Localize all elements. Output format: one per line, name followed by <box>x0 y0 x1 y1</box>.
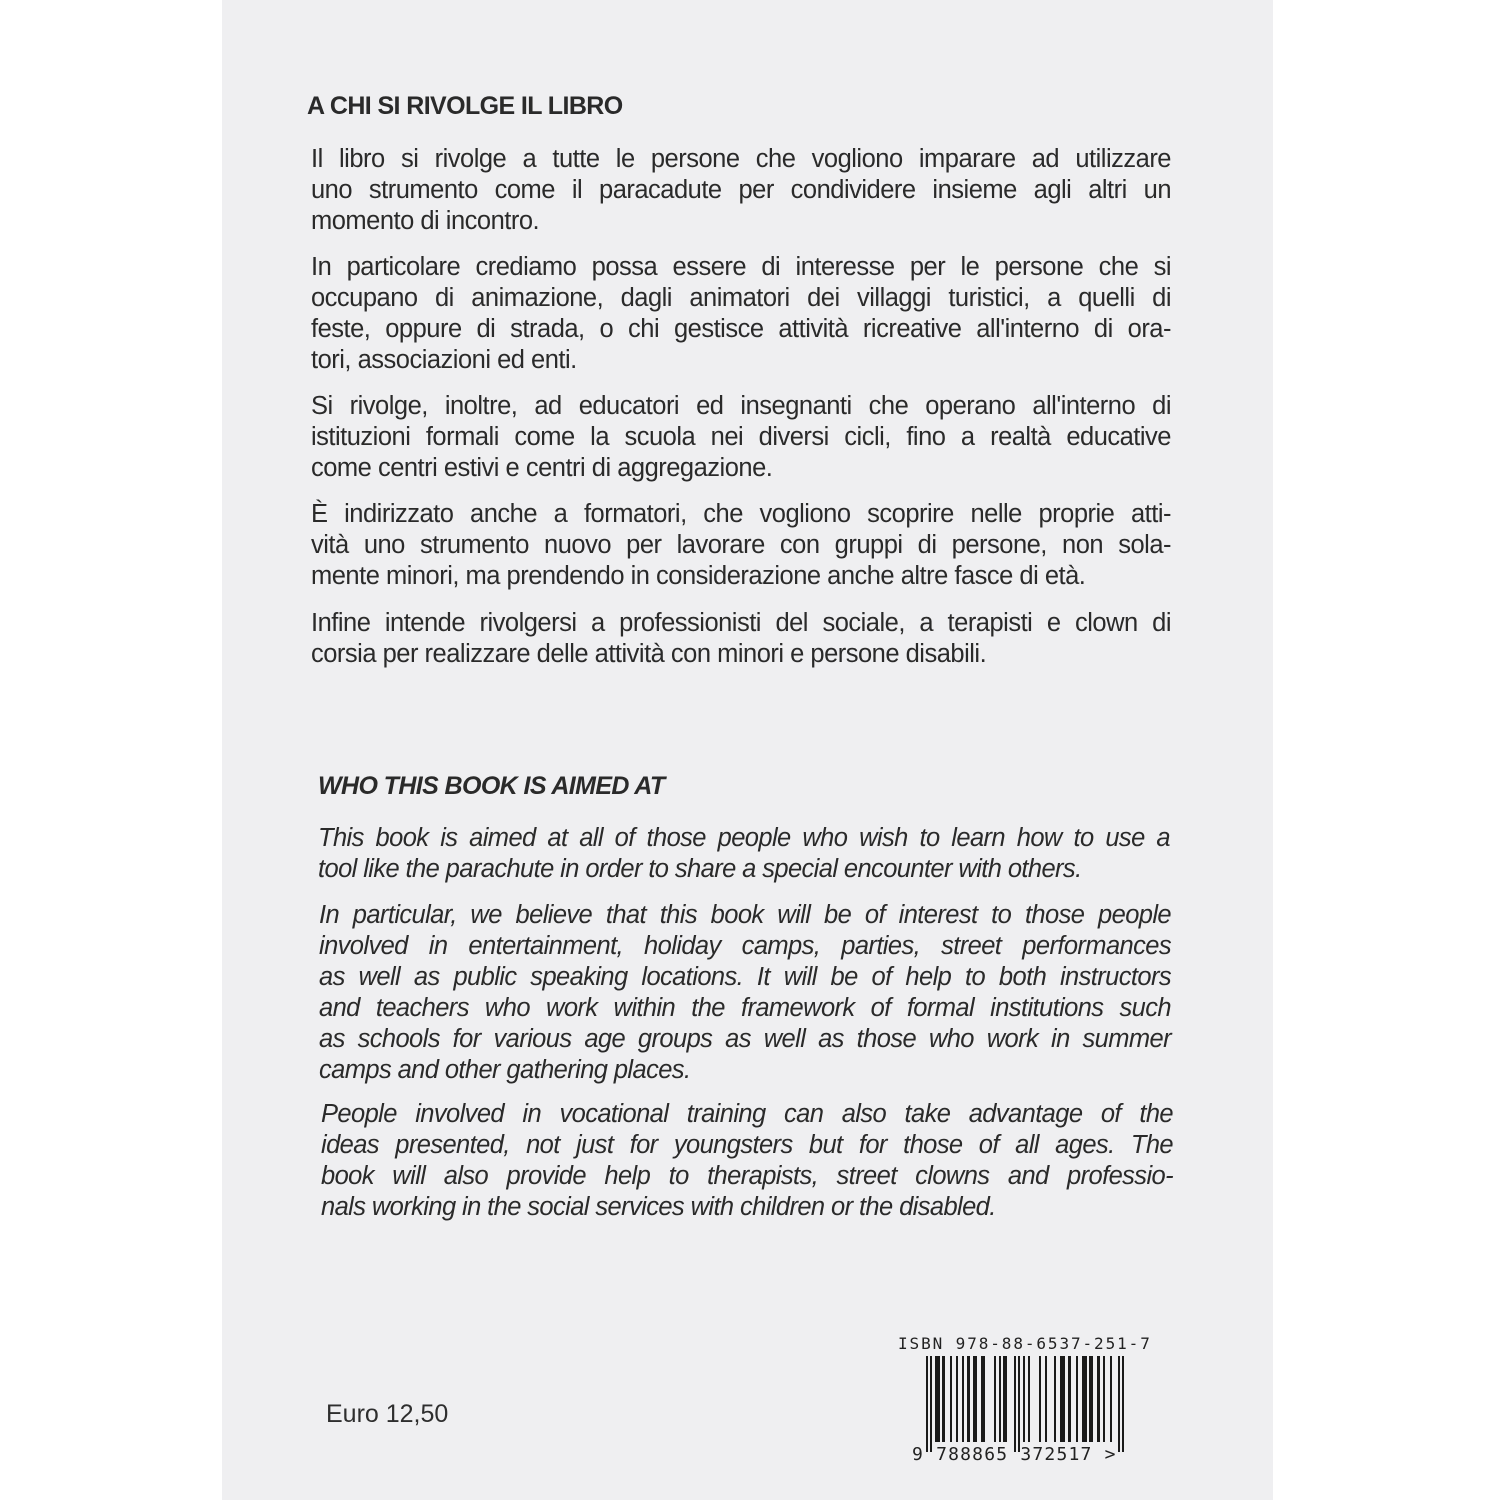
text-line: mente minori, ma prendendo in considerazione anche altre fasce di età. <box>311 562 1086 590</box>
price-label: Euro 12,50 <box>326 1400 449 1428</box>
text-line: This book is aimed at all of those people who wish to learn how to use a <box>318 824 1170 852</box>
text-line: corsia per realizzare delle attività con minori e persone disabili. <box>311 640 987 668</box>
text-line: vità uno strumento nuovo per lavorare con gruppi di persone, non sola- <box>311 531 1171 559</box>
text-line: uno strumento come il paracadute per condividere insieme agli altri un <box>311 176 1171 204</box>
isbn-label: ISBN 978-88-6537-251-7 <box>898 1334 1152 1353</box>
english-paragraph-3 <box>321 1099 1173 1223</box>
text-line: as well as public speaking locations. It will be of help to both instructors <box>319 963 1171 991</box>
text-line: Infine intende rivolgersi a professionisti del sociale, a terapisti e clown di <box>311 609 1171 637</box>
italian-heading: A CHI SI RIVOLGE IL LIBRO <box>307 92 623 120</box>
text-line: tool like the parachute in order to share a special encounter with others. <box>318 855 1082 883</box>
text-line: In particolare crediamo possa essere di interesse per le persone che si <box>311 253 1171 281</box>
text-line: Il libro si rivolge a tutte le persone che vogliono imparare ad utilizzare <box>311 145 1171 173</box>
text-line: as schools for various age groups as well as those who work in summer <box>319 1025 1171 1053</box>
barcode-digits: 9 788865 372517 > <box>912 1444 1117 1465</box>
text-line: feste, oppure di strada, o chi gestisce attività ricreative all'interno di ora- <box>311 315 1171 343</box>
english-paragraph-2 <box>319 900 1171 1086</box>
text-line: camps and other gathering places. <box>319 1056 691 1084</box>
italian-paragraph-3 <box>311 391 1171 484</box>
english-paragraph-1 <box>318 823 1170 885</box>
text-line: occupano di animazione, dagli animatori dei villaggi turistici, a quelli di <box>311 284 1171 312</box>
text-line: ideas presented, not just for youngsters but for those of all ages. The <box>321 1131 1173 1159</box>
barcode-icon <box>926 1356 1136 1452</box>
text-line: People involved in vocational training can also take advantage of the <box>321 1100 1173 1128</box>
text-line: tori, associazioni ed enti. <box>311 346 577 374</box>
text-line: book will also provide help to therapists, street clowns and professio- <box>321 1162 1173 1190</box>
text-line: Si rivolge, inoltre, ad educatori ed insegnanti che operano all'interno di <box>311 392 1171 420</box>
english-heading: WHO THIS BOOK IS AIMED AT <box>318 772 665 800</box>
text-line: nals working in the social services with children or the disabled. <box>321 1193 996 1221</box>
text-line: In particular, we believe that this book will be of interest to those people <box>319 901 1171 929</box>
text-line: come centri estivi e centri di aggregazione. <box>311 454 773 482</box>
italian-paragraph-1 <box>311 144 1171 237</box>
text-line: momento di incontro. <box>311 207 540 235</box>
text-line: È indirizzato anche a formatori, che vogliono scoprire nelle proprie atti- <box>311 500 1171 528</box>
text-line: involved in entertainment, holiday camps, parties, street performances <box>319 932 1171 960</box>
italian-paragraph-4 <box>311 499 1171 592</box>
text-line: istituzioni formali come la scuola nei diversi cicli, fino a realtà educative <box>311 423 1171 451</box>
text-line: and teachers who work within the framework of formal institutions such <box>319 994 1171 1022</box>
italian-paragraph-2 <box>311 252 1171 376</box>
italian-paragraph-5 <box>311 608 1171 670</box>
